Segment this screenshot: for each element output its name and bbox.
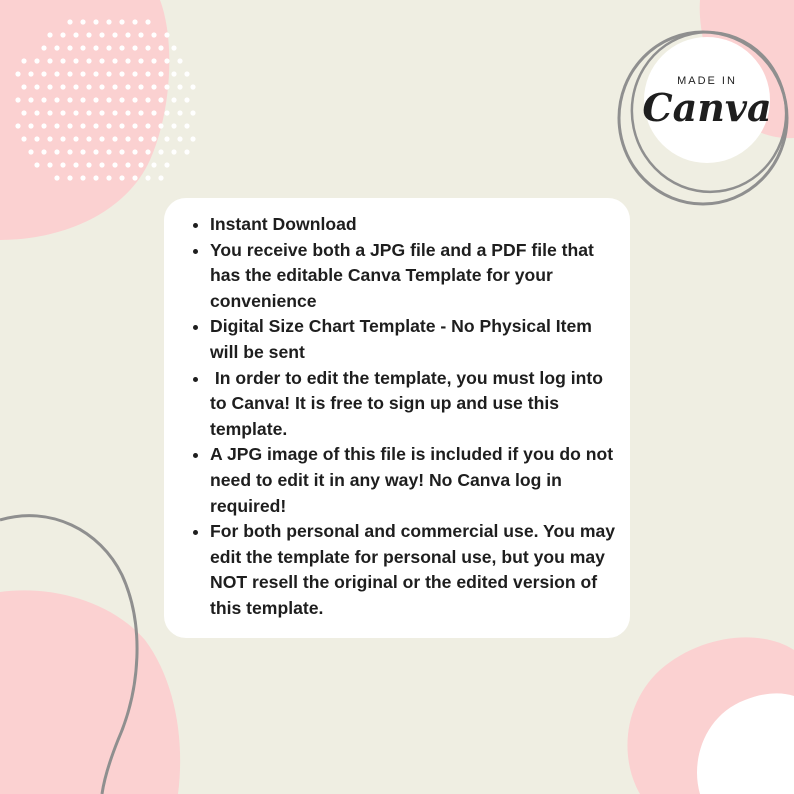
feature-list [164, 212, 620, 622]
badge-made-in-text: MADE IN [677, 75, 737, 87]
feature-item-jpg-included: • A JPG image of this file is included if you do not need to edit it in any way! No Canva log in required! [210, 442, 620, 519]
feature-item-canva-login: • In order to edit the template, you must log into to Canva! It is free to sign up and use this template. [210, 366, 620, 443]
feature-item-file-types: • You receive both a JPG file and a PDF file that has the editable Canva Template for your convenience [210, 238, 620, 315]
badge-brand-text: Canva [642, 85, 772, 130]
feature-item-digital-only: • Digital Size Chart Template - No Physical Item will be sent [210, 314, 620, 365]
feature-item-usage-rights: • For both personal and commercial use. You may edit the template for personal use, but you may NOT resell the original or the edited version of this template. [210, 519, 620, 621]
info-card [164, 198, 630, 638]
feature-item-instant-download: • Instant Download [210, 212, 620, 238]
